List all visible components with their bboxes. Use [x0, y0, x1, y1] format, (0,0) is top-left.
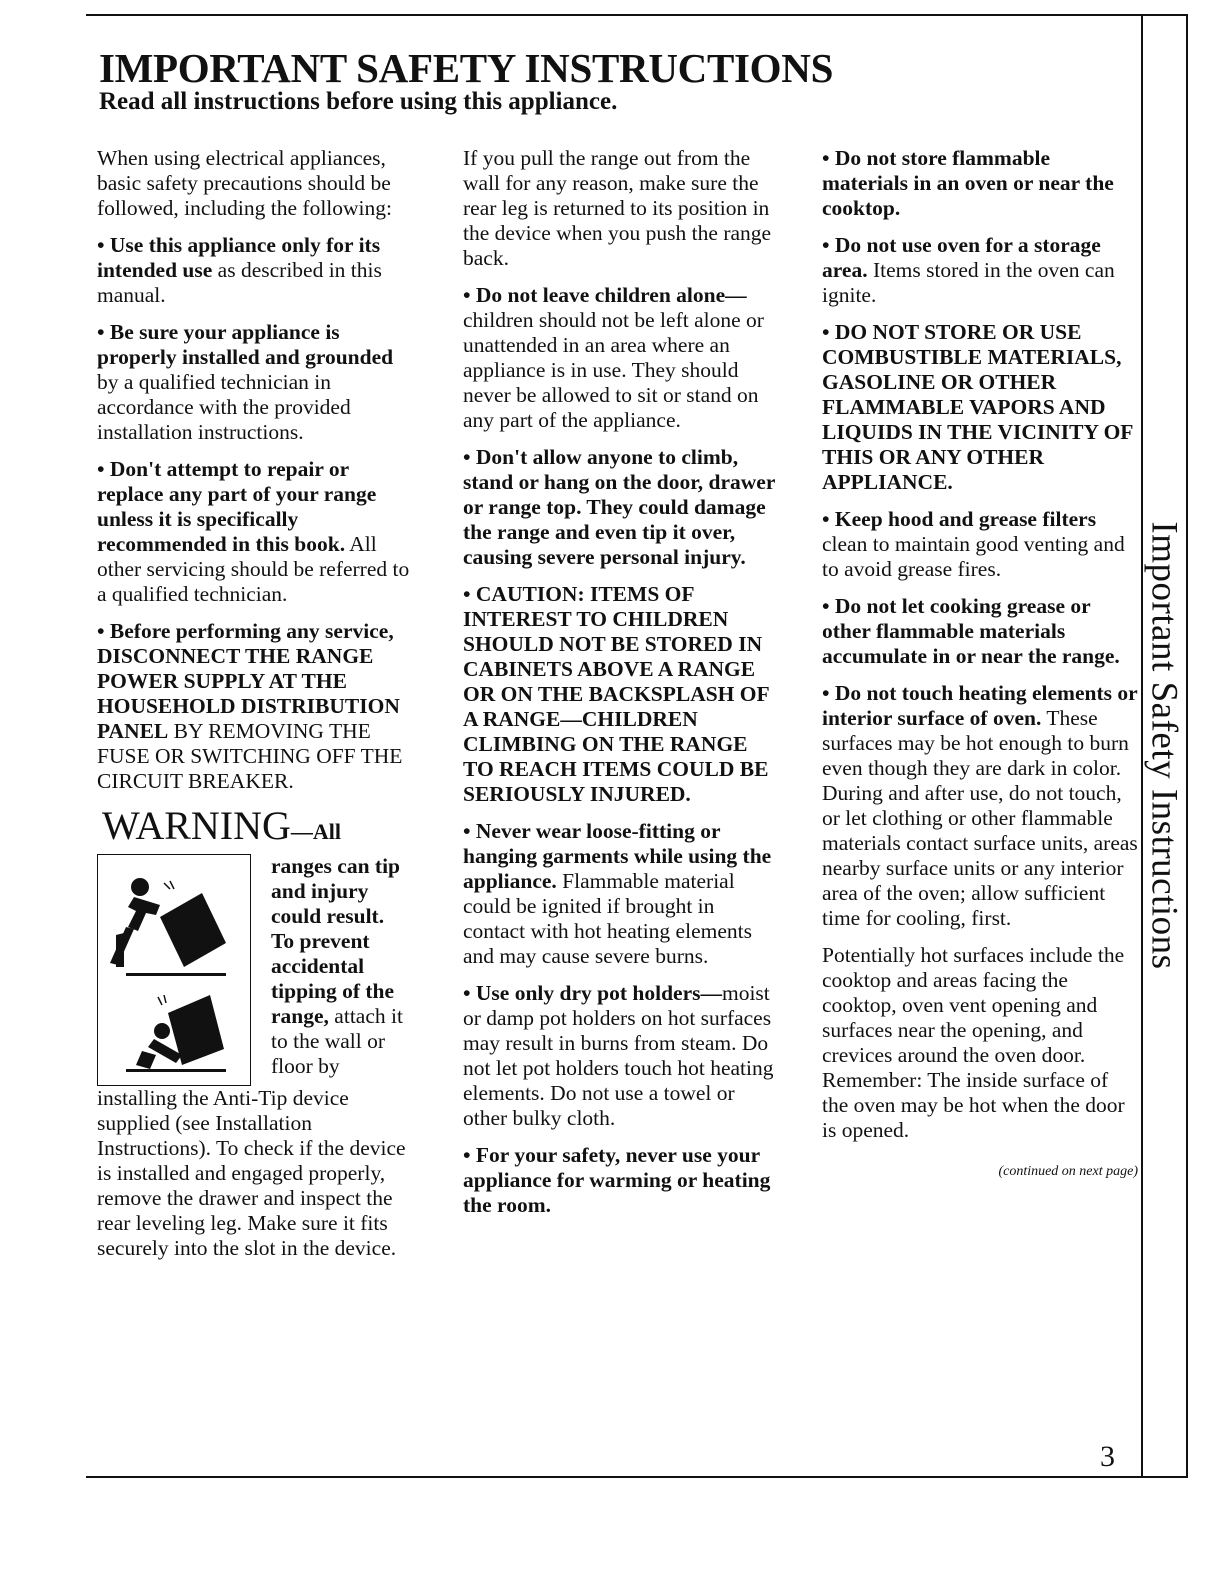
column-2: [463, 146, 781, 1230]
col1-item-3: • Don't attempt to repair or replace any part of your range unless it is specifically recommended in this book. All other servicing should be referred to a qualified technician.: [97, 457, 410, 606]
warning-continued: installing the Anti-Tip device supplied (see Installation Instructions). To check if the device is installed and engaged properly, remove the drawer and inspect the rear leveling leg. Make sure it fits securely into the slot in the device.: [97, 1086, 406, 1260]
column-3: [822, 146, 1138, 1184]
col3-item-5: • Do not let cooking grease or other flammable materials accumulate in or near the range.: [822, 594, 1120, 668]
warning-heading: WARNING—All: [102, 803, 341, 848]
col2-intro: If you pull the range out from the wall for any reason, make sure the rear leg is returned to its position in the device when you push the range back.: [463, 146, 772, 270]
page-title: IMPORTANT SAFETY INSTRUCTIONS: [99, 45, 834, 91]
col3-item-4: • Keep hood and grease filters clean to maintain good venting and to avoid grease fires.: [822, 507, 1125, 581]
side-tab-label: Important Safety Instructions: [1144, 520, 1186, 970]
col3-item-6: • Do not touch heating elements or interior surface of oven. These surfaces may be hot enough to burn even though they are dark in color. During and after use, do not touch, or let clothing or other flammable materials contact surface units, areas nearby surface units or any interior area of the oven; allow sufficient time for cooling, first.: [822, 681, 1138, 930]
col1-intro: When using electrical appliances, basic safety precautions should be followed, including the following:: [97, 146, 392, 220]
page-number: 3: [1100, 1440, 1115, 1473]
col2-item-6: • For your safety, never use your appliance for warming or heating the room.: [463, 1143, 771, 1217]
col2-item-2: • Don't allow anyone to climb, stand or hang on the door, drawer or range top. They could damage the range and even tip it over, causing severe personal injury.: [463, 445, 776, 569]
warning-text: ranges can tip and injury could result. To prevent accidental tipping of the range, attach it to the wall or floor by: [271, 854, 403, 1078]
col3-item-3: • DO NOT STORE OR USE COMBUSTIBLE MATERIALS, GASOLINE OR OTHER FLAMMABLE VAPORS AND LIQUIDS IN THE VICINITY OF THIS OR ANY OTHER APPLIANCE.: [822, 320, 1133, 494]
tip-over-illustration: [97, 854, 251, 1086]
col3-item-2: • Do not use oven for a storage area. Items stored in the oven can ignite.: [822, 233, 1115, 307]
side-tab-border-right: [1186, 14, 1188, 1478]
warning-box: [97, 854, 415, 1086]
col2-item-4: • Never wear loose-fitting or hanging garments while using the appliance. Flammable material could be ignited if brought in contact with hot heating elements and may cause severe burns.: [463, 819, 772, 968]
page-subtitle: Read all instructions before using this appliance.: [99, 88, 618, 115]
column-1: [97, 146, 415, 1273]
col2-item-3: • CAUTION: ITEMS OF INTEREST TO CHILDREN SHOULD NOT BE STORED IN CABINETS ABOVE A RANGE OR ON THE BACKSPLASH OF A RANGE—CHILDREN CLIMBING ON THE RANGE TO REACH ITEMS COULD BE SERIOUSLY INJURED.: [463, 582, 769, 806]
col3-item-7: Potentially hot surfaces include the cooktop and areas facing the cooktop, oven vent opening and surfaces near the opening, and crevices around the oven door. Remember: The inside surface of the oven may be hot when the door is opened.: [822, 943, 1125, 1142]
col1-item-2: • Be sure your appliance is properly installed and grounded by a qualified technician in accordance with the provided installation instructions.: [97, 320, 394, 444]
col2-item-5: • Use only dry pot holders—moist or damp pot holders on hot surfaces may result in burns from steam. Do not let pot holders touch hot heating elements. Do not use a towel or other bulky cloth.: [463, 981, 774, 1130]
col2-item-1: • Do not leave children alone—children should not be left alone or unattended in an area where an appliance is in use. They should never be allowed to sit or stand on any part of the appliance.: [463, 283, 764, 432]
continued-note: (continued on next page): [998, 1164, 1138, 1179]
side-tab: [1143, 500, 1186, 990]
col1-item-1: • Use this appliance only for its intended use as described in this manual.: [97, 233, 382, 307]
top-rule: [86, 14, 1188, 16]
col1-item-4: • Before performing any service, DISCONNECT THE RANGE POWER SUPPLY AT THE HOUSEHOLD DISTRIBUTION PANEL BY REMOVING THE FUSE OR SWITCHING OFF THE CIRCUIT BREAKER.: [97, 619, 403, 793]
col3-item-1: • Do not store flammable materials in an oven or near the cooktop.: [822, 146, 1114, 220]
bottom-rule: [86, 1476, 1188, 1478]
